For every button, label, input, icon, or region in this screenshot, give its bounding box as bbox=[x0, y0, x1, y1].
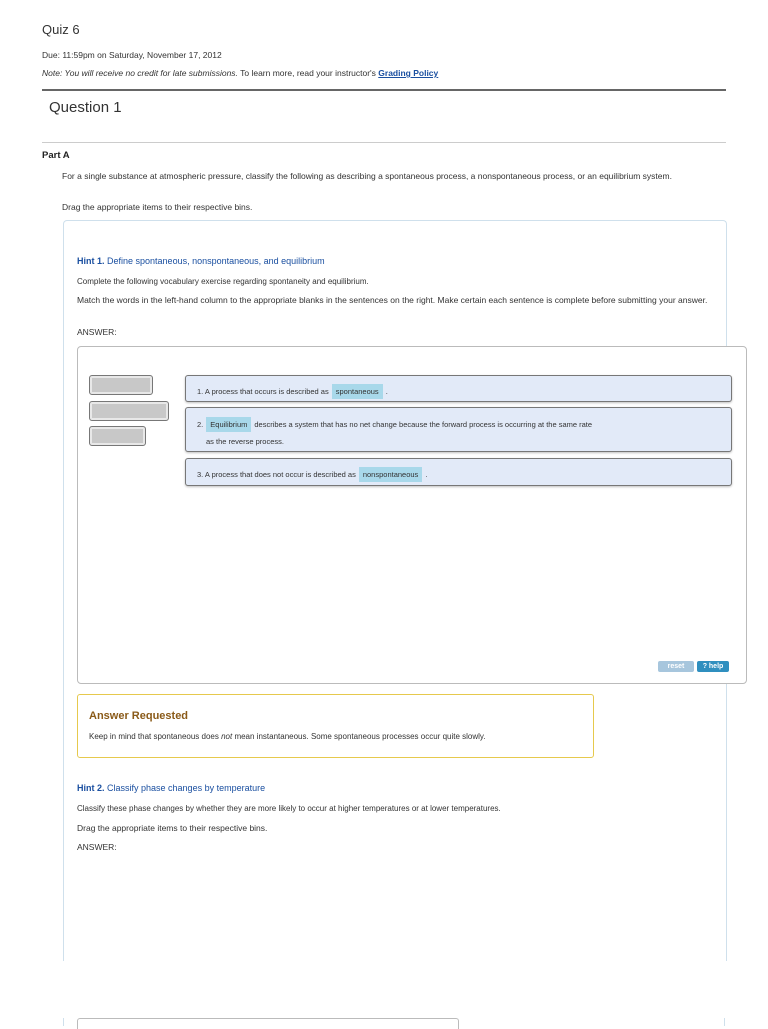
dropped-chip-equilibrium[interactable]: Equilibrium bbox=[206, 417, 251, 432]
sentence-bin-1 bbox=[185, 375, 732, 402]
answer-requested-text-after: mean instantaneous. Some spontaneous processes occur quite slowly. bbox=[232, 732, 486, 741]
question-instruction: Drag the appropriate items to their respective bins. bbox=[62, 202, 253, 212]
page-break-border-left bbox=[63, 1018, 64, 1026]
dropped-chip-spontaneous[interactable]: spontaneous bbox=[332, 384, 383, 399]
hint2-description: Classify these phase changes by whether they are more likely to occur at higher temperatures or at lower temperatures. bbox=[77, 804, 501, 813]
hint1-title[interactable] bbox=[77, 256, 325, 266]
question-divider bbox=[42, 142, 726, 143]
hint2-number: Hint 2. bbox=[77, 783, 105, 793]
sentence-2-after: describes a system that has no net change because the forward process is occurring at the same rate bbox=[254, 420, 593, 429]
sentence-1-after: . bbox=[385, 387, 388, 396]
hint2-answer-label: ANSWER: bbox=[77, 842, 117, 852]
sentence-3-after: . bbox=[425, 470, 428, 479]
sentence-bin-3 bbox=[185, 458, 732, 486]
answer-requested-title: Answer Requested bbox=[89, 710, 189, 722]
hint1-number: Hint 1. bbox=[77, 256, 105, 266]
hint1-answer-label: ANSWER: bbox=[77, 327, 117, 337]
grading-policy-link[interactable]: Grading Policy bbox=[378, 68, 439, 78]
answer-requested-text bbox=[89, 732, 486, 741]
late-note-italic: Note: You will receive no credit for late submissions. bbox=[42, 68, 238, 78]
answer-requested-text-italic: not bbox=[221, 732, 233, 741]
drag-tile[interactable] bbox=[89, 401, 169, 421]
dropped-chip-nonspontaneous[interactable]: nonspontaneous bbox=[359, 467, 422, 482]
hint1-description: Complete the following vocabulary exercise regarding spontaneity and equilibrium. bbox=[77, 277, 369, 286]
due-date: Due: 11:59pm on Saturday, November 17, 2012 bbox=[42, 50, 222, 60]
hint1-title-text: Define spontaneous, nonspontaneous, and equilibrium bbox=[104, 256, 325, 266]
sentence-2-line-2: as the reverse process. bbox=[206, 437, 284, 446]
part-label: Part A bbox=[42, 150, 70, 161]
late-note bbox=[42, 68, 438, 78]
sentence-2-line-1 bbox=[197, 417, 592, 432]
sentence-1-line bbox=[197, 384, 388, 399]
drag-tile[interactable] bbox=[89, 426, 146, 446]
page-break-border-right bbox=[724, 1018, 725, 1026]
sentence-bin-2 bbox=[185, 407, 732, 452]
sentence-3-line bbox=[197, 467, 427, 482]
answer-requested-box bbox=[77, 694, 594, 758]
late-note-text: To learn more, read your instructor's bbox=[237, 68, 379, 78]
hint1-match-instruction: Match the words in the left-hand column to the appropriate blanks in the sentences on the right. Make certain each sentence is complete before submitting your answer. bbox=[77, 295, 708, 305]
sentence-3-before: 3. A process that does not occur is described as bbox=[197, 470, 356, 479]
answer-requested-text-before: Keep in mind that spontaneous does bbox=[89, 732, 222, 741]
hint2-title[interactable] bbox=[77, 783, 265, 793]
hint2-drag-instruction: Drag the appropriate items to their respective bins. bbox=[77, 823, 268, 833]
sentence-1-before: 1. A process that occurs is described as bbox=[197, 387, 329, 396]
reset-button[interactable]: reset bbox=[658, 661, 694, 672]
drag-tile[interactable] bbox=[89, 375, 153, 395]
question-heading: Question 1 bbox=[49, 99, 122, 116]
hint2-title-text: Classify phase changes by temperature bbox=[104, 783, 266, 793]
help-button[interactable]: ? help bbox=[697, 661, 729, 672]
quiz-title: Quiz 6 bbox=[42, 22, 80, 37]
question-prompt: For a single substance at atmospheric pressure, classify the following as describing a spontaneous process, a nonspontaneous process, or an equilibrium system. bbox=[62, 171, 672, 181]
header-divider bbox=[42, 89, 726, 91]
sentence-2-prefix: 2. bbox=[197, 420, 204, 429]
